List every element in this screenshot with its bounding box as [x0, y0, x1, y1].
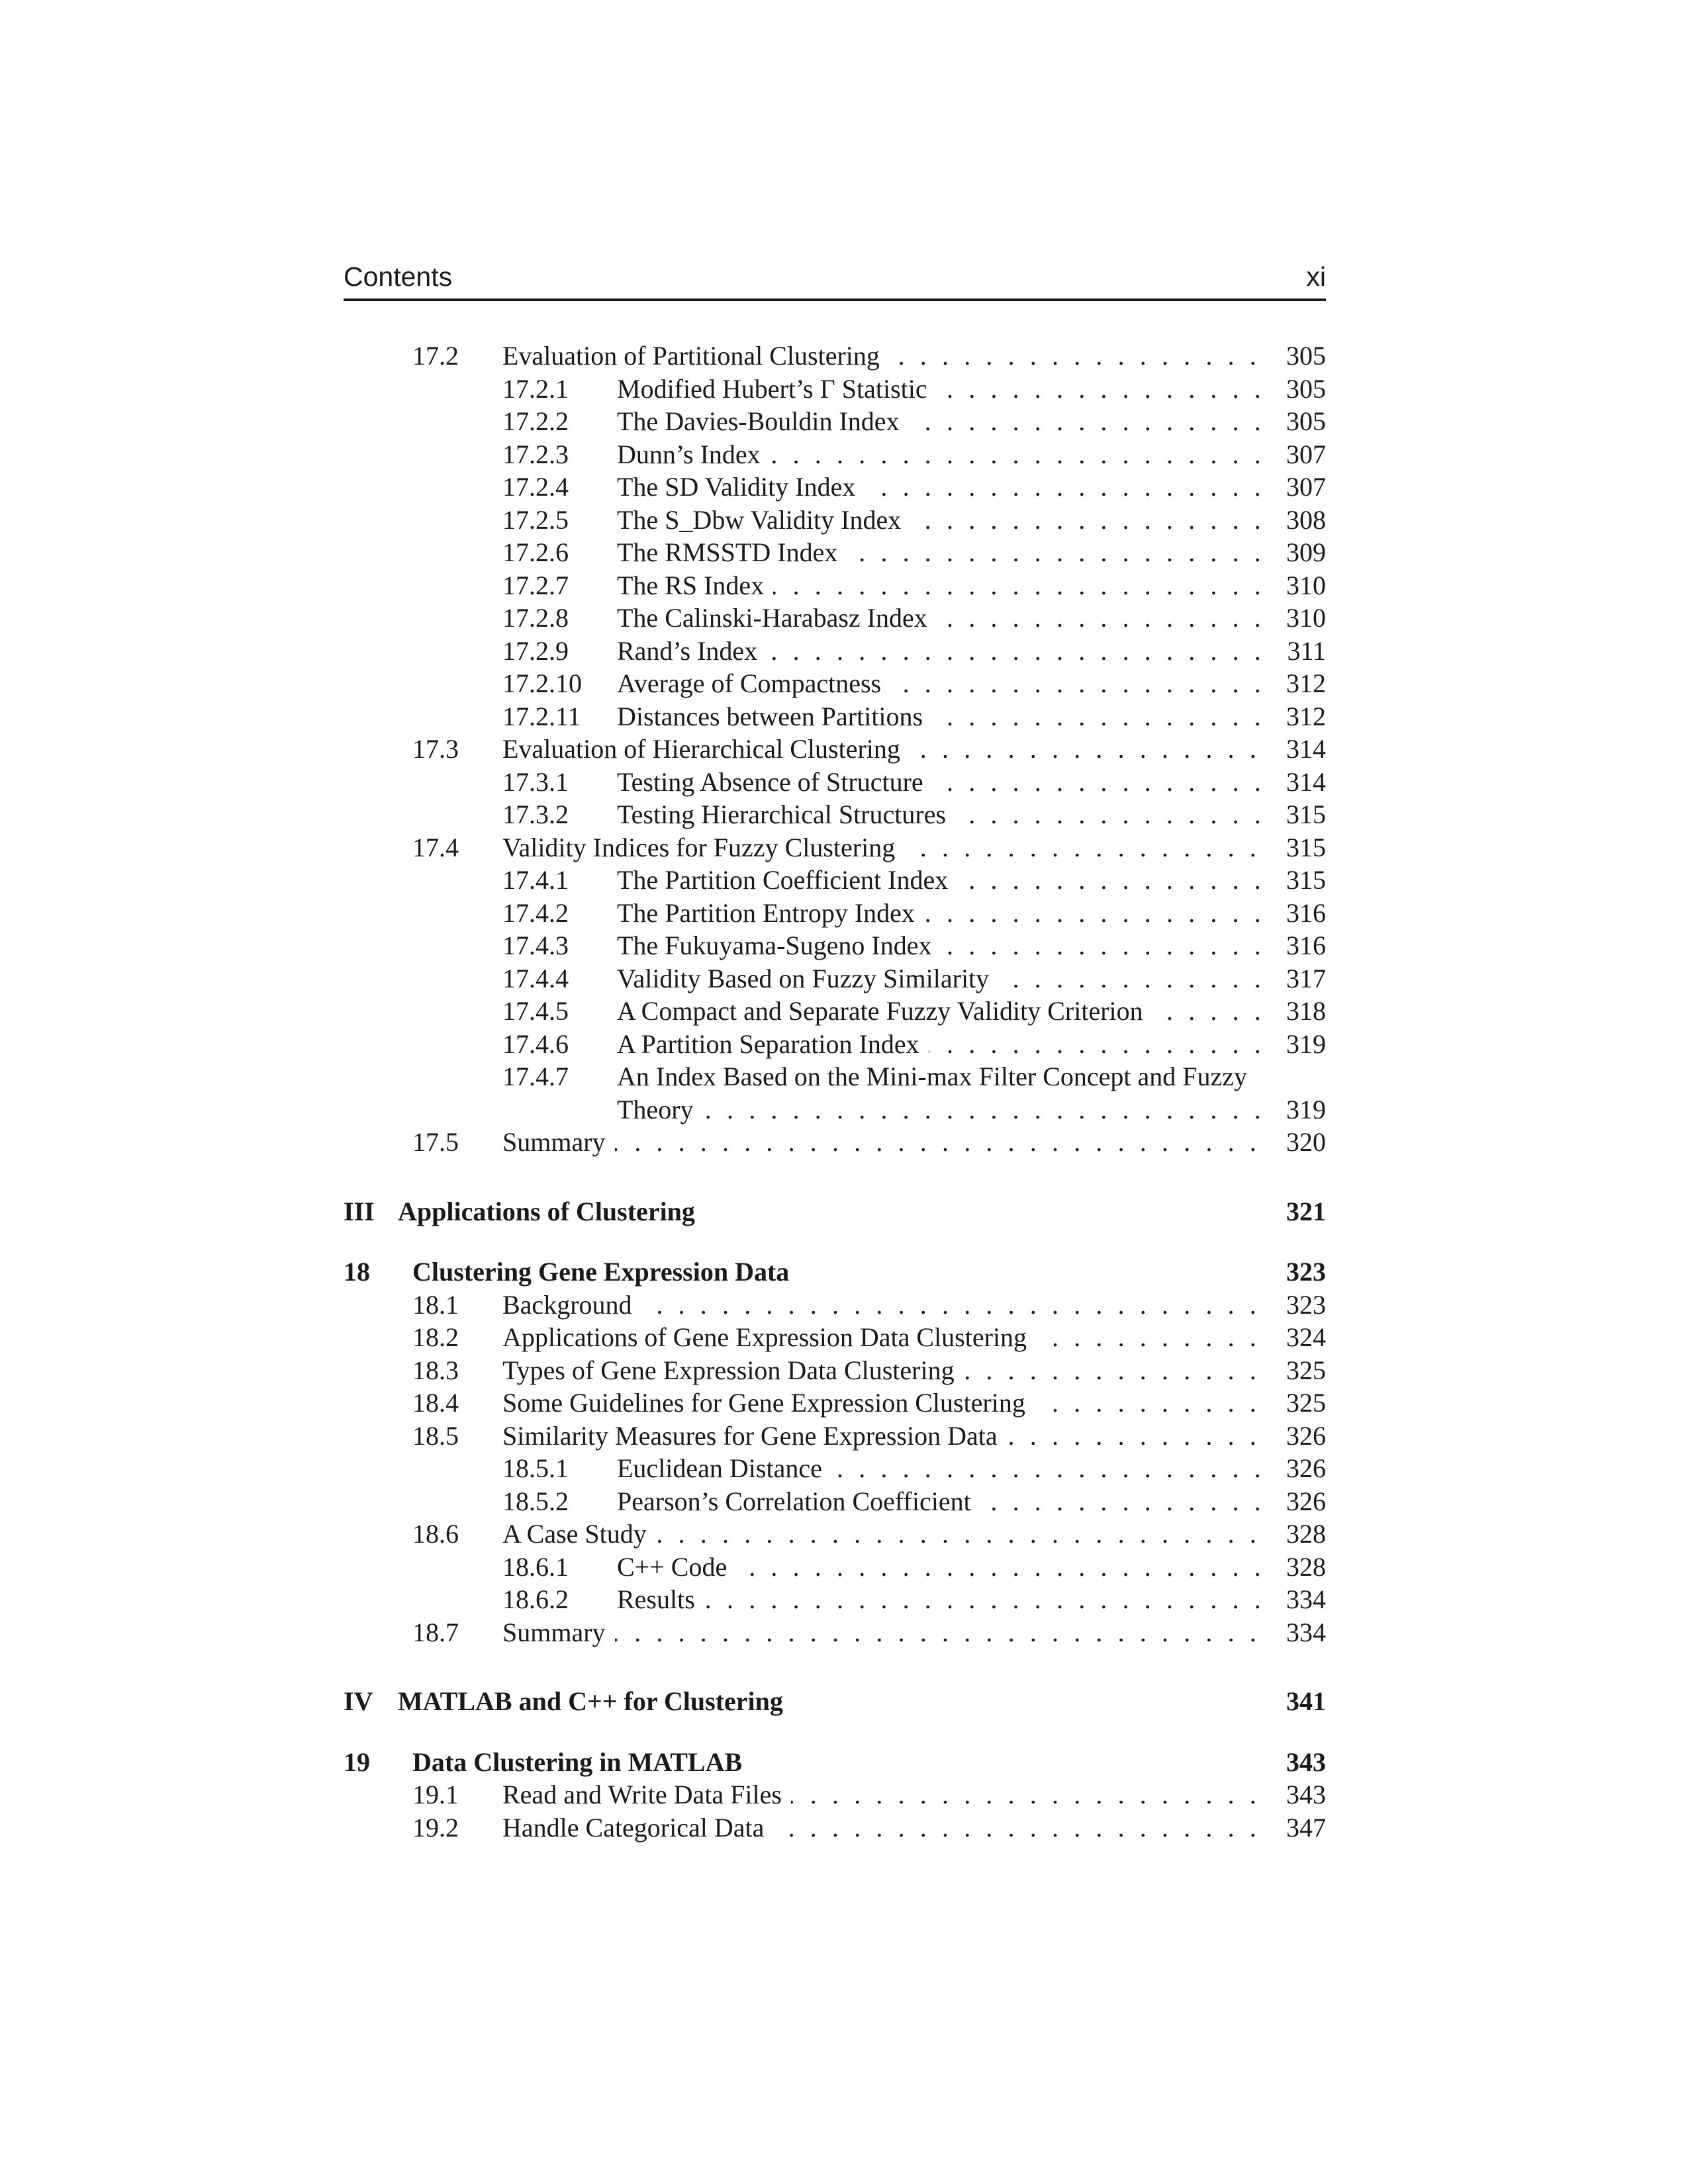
toc-entry-title: An Index Based on the Mini-max Filter Concept and Fuzzy: [617, 1062, 1256, 1091]
toc-entry-number: 17.4.5: [502, 996, 569, 1026]
toc-entry-page: 315: [1278, 831, 1326, 864]
toc-entry-number: 17.2.7: [502, 570, 569, 600]
toc-entry-title-leader: [617, 536, 1272, 569]
toc-entry-number: 17.3: [412, 734, 459, 764]
toc-entry-title-leader: [617, 1551, 1272, 1584]
toc-entry-title-leader: [617, 929, 1272, 962]
header-title: Contents: [344, 261, 453, 292]
toc-entry[interactable]: [344, 1387, 1326, 1420]
toc-entry-number: 17.2: [412, 341, 459, 371]
toc-entry-title: Evaluation of Hierarchical Clustering: [502, 734, 910, 764]
toc-entry-page: 307: [1278, 438, 1326, 471]
toc-entry-page: 334: [1278, 1583, 1326, 1616]
toc-entry-number: 18.5: [412, 1420, 459, 1451]
toc-entry-number: 17.4.2: [502, 897, 569, 928]
toc-entry-title: A Case Study: [502, 1519, 656, 1549]
toc-entry-page: 312: [1278, 667, 1326, 700]
toc-entry[interactable]: [344, 1583, 1326, 1616]
toc-entry-title: Euclidean Distance: [617, 1453, 831, 1483]
toc-entry-number: 18.2: [412, 1322, 459, 1352]
toc-entry-page: 341: [1278, 1685, 1326, 1718]
toc-entry-page: 326: [1278, 1485, 1326, 1518]
toc-entry-title-leader: [502, 831, 1272, 864]
toc-entry-number: 18: [344, 1257, 370, 1287]
toc-entry-page: 305: [1278, 373, 1326, 406]
toc-entry-title: The Fukuyama-Sugeno Index: [617, 931, 941, 960]
toc-entry-title-leader: [412, 1746, 1272, 1779]
toc-entry-title: Pearson’s Correlation Coefficient: [617, 1486, 980, 1516]
toc-entry-title: The SD Validity Index: [617, 472, 865, 502]
toc-entry-title: The RMSSTD Index: [617, 537, 847, 567]
toc-entry-page: 316: [1278, 897, 1326, 930]
toc-entry-title: C++ Code: [617, 1552, 736, 1582]
toc-entry-page: 323: [1278, 1255, 1326, 1289]
toc-entry-title-leader: [617, 864, 1272, 897]
toc-entry-title: Background: [502, 1290, 641, 1320]
toc-entry-number: 17.3.2: [502, 799, 569, 829]
toc-entry-page: 315: [1278, 864, 1326, 897]
toc-entry-number: 18.7: [412, 1617, 459, 1647]
toc-entry-number: 18.1: [412, 1289, 459, 1320]
section-gap: [344, 1718, 1326, 1746]
toc-entry-number: 17.4.7: [502, 1062, 569, 1091]
toc-entry-page: 319: [1278, 1093, 1326, 1126]
toc-entry-number: III: [344, 1196, 375, 1226]
toc-entry-title-leader: [502, 1616, 1272, 1649]
toc-entry[interactable]: [344, 602, 1326, 635]
toc-entry-page: 308: [1278, 504, 1326, 537]
toc-entry-title-leader: [617, 897, 1272, 930]
toc-entry-title-leader: [617, 569, 1272, 602]
toc-entry-number: 17.4.3: [502, 931, 569, 960]
toc-entry[interactable]: [344, 1811, 1326, 1844]
toc-entry-title: MATLAB and C++ for Clustering: [398, 1686, 792, 1716]
toc-entry[interactable]: [344, 1321, 1326, 1354]
toc-entry[interactable]: [344, 1126, 1326, 1159]
toc-entry-page: 314: [1278, 766, 1326, 799]
toc-entry-title: The S_Dbw Validity Index: [617, 505, 910, 535]
toc-entry-title-leader: [502, 1126, 1272, 1159]
toc-entry-number: 17.2.6: [502, 537, 569, 567]
toc-entry-page: 325: [1278, 1354, 1326, 1387]
toc-entry-title-leader: [617, 1485, 1272, 1518]
section-gap: [344, 1649, 1326, 1685]
toc-entry-title-leader: [617, 1093, 1272, 1126]
toc-entry-title: Clustering Gene Expression Data: [412, 1257, 798, 1287]
toc-entry-title: Testing Hierarchical Structures: [617, 799, 955, 829]
toc-entry-title-leader: [617, 667, 1272, 700]
toc-entry-title-leader: [617, 700, 1272, 733]
toc-entry-number: 17.4.6: [502, 1028, 569, 1059]
toc-entry-page: 328: [1278, 1518, 1326, 1551]
toc-entry-title: Validity Based on Fuzzy Similarity: [617, 964, 998, 993]
toc-entry-number: 19.2: [412, 1812, 459, 1843]
toc-chapter-entry[interactable]: [344, 1746, 1326, 1779]
toc-entry[interactable]: [344, 1028, 1326, 1061]
toc-entry-page: 326: [1278, 1420, 1326, 1453]
toc-entry-number: 18.6.1: [502, 1551, 569, 1582]
toc-part-entry[interactable]: [344, 1195, 1326, 1228]
toc-entry-title: Summary: [502, 1127, 615, 1157]
toc-entry-title: A Partition Separation Index: [617, 1029, 929, 1059]
toc-entry-title-leader: [502, 1778, 1272, 1811]
toc-entry-title-leader: [617, 1583, 1272, 1616]
toc-entry-number: 17.2.8: [502, 603, 569, 633]
toc-entry-title-leader: [617, 471, 1272, 504]
toc-entry-number: 17.3.1: [502, 766, 569, 797]
toc-entry-title: The Davies-Bouldin Index: [617, 406, 909, 436]
toc-entry[interactable]: [344, 438, 1326, 471]
toc-entry-number: 18.6: [412, 1519, 459, 1549]
toc-entry-title-leader: [398, 1685, 1272, 1718]
toc-entry-title: The Calinski-Harabasz Index: [617, 603, 937, 633]
toc-entry-title-leader: [617, 962, 1272, 995]
toc-entry-title: Types of Gene Expression Data Clustering: [502, 1355, 964, 1385]
toc-entry-number: 17.2.9: [502, 635, 569, 666]
toc-entry[interactable]: [344, 667, 1326, 700]
toc-entry-number: 17.5: [412, 1127, 459, 1157]
toc-entry-title: Rand’s Index: [617, 636, 767, 666]
toc-entry-number: 18.6.2: [502, 1584, 569, 1614]
toc-entry-title-leader: [502, 733, 1272, 766]
toc-entry[interactable]: [344, 635, 1326, 668]
toc-entry[interactable]: [344, 1518, 1326, 1551]
toc-entry-number: 17.2.5: [502, 504, 569, 535]
toc-entry-page: 310: [1278, 569, 1326, 602]
toc-entry-title: A Compact and Separate Fuzzy Validity Criterion: [617, 996, 1152, 1026]
toc-entry[interactable]: [344, 1420, 1326, 1453]
toc-entry-title: Data Clustering in MATLAB: [412, 1747, 751, 1777]
toc-entry[interactable]: [344, 897, 1326, 930]
toc-entry-page: 318: [1278, 995, 1326, 1028]
toc-entry-number: 17.4.1: [502, 865, 569, 895]
toc-entry-title-leader: [617, 405, 1272, 438]
toc-entry[interactable]: [344, 1778, 1326, 1811]
toc-entry[interactable]: [344, 1452, 1326, 1485]
toc-entry-page: 316: [1278, 929, 1326, 962]
running-header: [344, 261, 1326, 301]
toc-entry-title: Validity Indices for Fuzzy Clustering: [502, 833, 904, 862]
toc-entry-title: Distances between Partitions: [617, 702, 932, 731]
toc-entry-title-leader: [502, 1289, 1272, 1322]
header-page-number: xi: [1306, 261, 1326, 292]
toc-entry[interactable]: [344, 373, 1326, 406]
table-of-contents: [344, 340, 1326, 1844]
toc-entry-title-leader: [617, 438, 1272, 471]
toc-entry[interactable]: [344, 405, 1326, 438]
toc-entry-title: Dunn’s Index: [617, 439, 770, 469]
toc-entry-page: 347: [1278, 1811, 1326, 1844]
toc-entry-title: Read and Write Data Files: [502, 1780, 791, 1809]
toc-entry-title-leader: [617, 635, 1272, 668]
toc-entry-number: 18.3: [412, 1355, 459, 1385]
toc-entry-number: IV: [344, 1686, 373, 1716]
toc-entry-title-leader: [502, 1321, 1272, 1354]
section-gap: [344, 1228, 1326, 1255]
toc-entry[interactable]: [344, 1551, 1326, 1584]
toc-entry-page: 309: [1278, 536, 1326, 569]
toc-entry-number: 17.4.4: [502, 963, 569, 993]
toc-entry-number: 17.2.4: [502, 472, 569, 502]
toc-entry[interactable]: [344, 340, 1326, 373]
toc-entry-title-leader: [617, 373, 1272, 406]
section-gap: [344, 1159, 1326, 1195]
toc-entry-title: Modified Hubert’s Γ Statistic: [617, 374, 937, 404]
toc-entry-title-leader: [502, 1354, 1272, 1387]
toc-entry-title: Results: [617, 1584, 704, 1614]
toc-entry-number: 17.2.10: [502, 668, 582, 698]
toc-entry[interactable]: [344, 929, 1326, 962]
toc-entry-page: 317: [1278, 962, 1326, 995]
toc-entry-page: 314: [1278, 733, 1326, 766]
toc-entry-page: 343: [1278, 1746, 1326, 1779]
toc-entry[interactable]: [344, 471, 1326, 504]
toc-entry[interactable]: [344, 962, 1326, 995]
toc-entry[interactable]: [344, 1616, 1326, 1649]
toc-entry-title: Average of Compactness: [617, 668, 890, 698]
toc-entry-page: 325: [1278, 1387, 1326, 1420]
toc-entry-page: 326: [1278, 1452, 1326, 1485]
toc-entry-title-leader: [617, 602, 1272, 635]
toc-entry[interactable]: [344, 995, 1326, 1028]
toc-entry-number: 17.2.1: [502, 373, 569, 404]
toc-entry-number: 19.1: [412, 1780, 459, 1809]
toc-entry-title-leader: [502, 1420, 1272, 1453]
toc-entry-page: 305: [1278, 340, 1326, 373]
toc-entry-title-leader: [617, 995, 1272, 1028]
toc-entry[interactable]: [344, 831, 1326, 864]
toc-entry-title: The Partition Entropy Index: [617, 898, 924, 928]
toc-entry-title-leader: [502, 1811, 1272, 1844]
toc-entry-page: 319: [1278, 1028, 1326, 1061]
toc-entry[interactable]: [344, 766, 1326, 799]
toc-entry-title: The RS Index: [617, 570, 773, 600]
toc-entry-title: Handle Categorical Data: [502, 1813, 773, 1843]
toc-entry-number: 17.2.11: [502, 701, 581, 731]
toc-entry-title: Applications of Gene Expression Data Clustering: [502, 1322, 1036, 1352]
toc-entry-title: Some Guidelines for Gene Expression Clustering: [502, 1388, 1035, 1418]
toc-entry-title: Theory: [617, 1095, 703, 1124]
toc-entry[interactable]: [344, 1289, 1326, 1322]
toc-entry-number: 17.2.2: [502, 406, 569, 436]
toc-entry-page: 320: [1278, 1126, 1326, 1159]
toc-entry-page: 321: [1278, 1195, 1326, 1228]
toc-entry-page: 323: [1278, 1289, 1326, 1322]
toc-entry-title-leader: [617, 1060, 1272, 1093]
toc-entry[interactable]: [344, 504, 1326, 537]
toc-entry[interactable]: [344, 864, 1326, 897]
toc-entry[interactable]: [344, 1485, 1326, 1518]
toc-part-entry[interactable]: [344, 1685, 1326, 1718]
toc-entry-number: 17.4: [412, 832, 459, 862]
toc-entry-title: The Partition Coefficient Index: [617, 865, 957, 895]
toc-entry-title: Evaluation of Partitional Clustering: [502, 341, 889, 371]
toc-entry-number: 18.4: [412, 1388, 459, 1418]
toc-entry-title-leader: [617, 766, 1272, 799]
toc-entry-page: 305: [1278, 405, 1326, 438]
toc-entry[interactable]: [344, 536, 1326, 569]
toc-entry-title-leader: [398, 1195, 1272, 1228]
toc-entry-title: Similarity Measures for Gene Expression Data: [502, 1421, 1007, 1451]
toc-entry[interactable]: [344, 733, 1326, 766]
toc-entry-page: 343: [1278, 1778, 1326, 1811]
toc-entry[interactable]: [344, 1060, 1326, 1093]
toc-entry-page: 315: [1278, 798, 1326, 831]
toc-entry-title-leader: [502, 340, 1272, 373]
toc-entry-title-leader: [412, 1255, 1272, 1289]
toc-entry[interactable]: [344, 1354, 1326, 1387]
toc-entry-page: 310: [1278, 602, 1326, 635]
toc-entry-number: 18.5.2: [502, 1486, 569, 1516]
toc-chapter-entry[interactable]: [344, 1255, 1326, 1289]
toc-entry-page: 307: [1278, 471, 1326, 504]
toc-entry-title: Testing Absence of Structure: [617, 767, 933, 797]
toc-entry-title-leader: [617, 1452, 1272, 1485]
toc-entry-page: 328: [1278, 1551, 1326, 1584]
toc-entry-page: 334: [1278, 1616, 1326, 1649]
toc-entry[interactable]: [344, 569, 1326, 602]
toc-entry-title-leader: [617, 1028, 1272, 1061]
toc-entry-page: 311: [1279, 635, 1326, 668]
toc-entry-number: 18.5.1: [502, 1453, 569, 1483]
toc-entry-page: 324: [1278, 1321, 1326, 1354]
toc-entry[interactable]: [344, 798, 1326, 831]
toc-entry-number: 17.2.3: [502, 439, 569, 469]
toc-entry[interactable]: [344, 700, 1326, 733]
toc-entry-title: Summary: [502, 1617, 615, 1647]
toc-entry-number: 19: [344, 1747, 370, 1777]
toc-entry-title-leader: [617, 798, 1272, 831]
toc-entry-page: 312: [1278, 700, 1326, 733]
toc-entry-title-leader: [502, 1518, 1272, 1551]
toc-entry-title-leader: [502, 1387, 1272, 1420]
toc-entry-title: Applications of Clustering: [398, 1197, 704, 1226]
toc-entry-title-leader: [617, 504, 1272, 537]
toc-entry[interactable]: [344, 1093, 1326, 1126]
